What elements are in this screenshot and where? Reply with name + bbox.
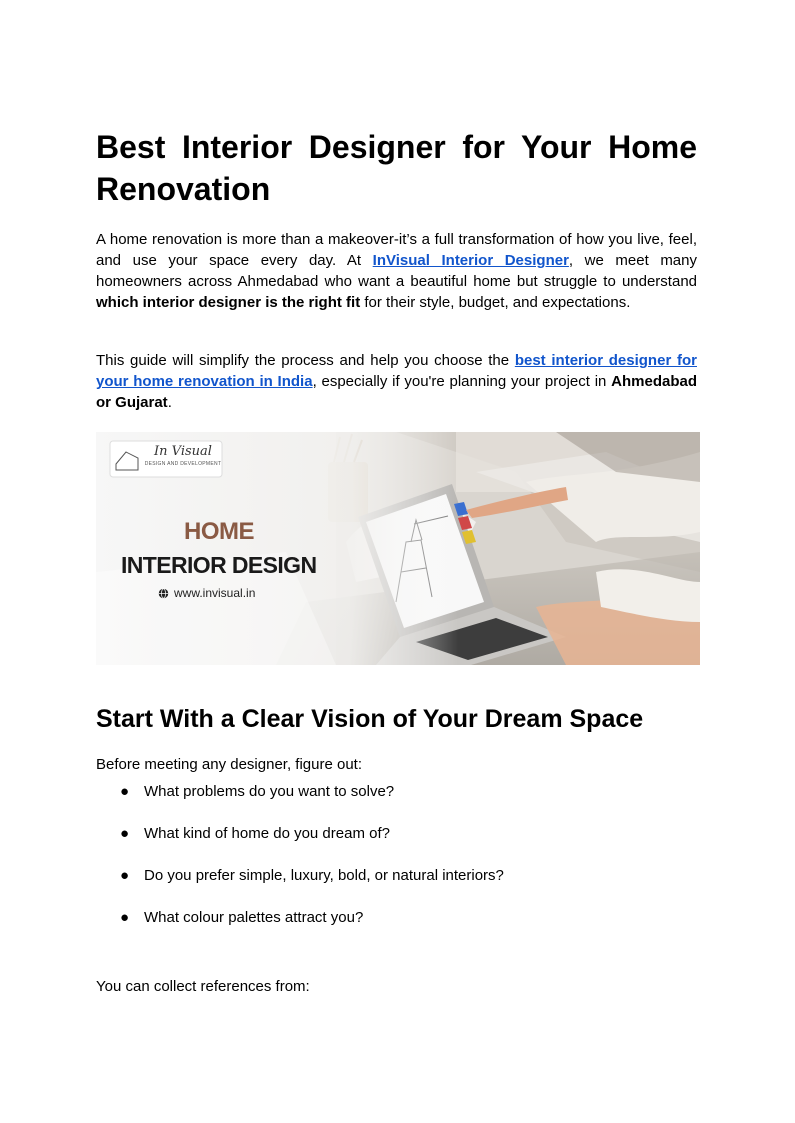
section-lead: Before meeting any designer, figure out: [96,756,363,773]
website-text: www.invisual.in [174,586,256,600]
intro-text-2: , we meet many homeowners across Ahmedabad who want a beautiful home but struggle to understand [96,252,697,290]
best-designer-link[interactable]: best interior designer for your home renovation in India [96,352,697,390]
list-item-text: Do you prefer simple, luxury, bold, or natural interiors? [144,867,504,884]
intro-paragraph [96,229,697,313]
list-item-text: What kind of home do you dream of? [144,825,390,842]
list-item-text: What colour palettes attract you? [144,909,364,926]
page-title: Best Interior Designer for Your Home Renovation [96,129,697,207]
brand-logo [144,444,222,468]
list-item [96,781,697,802]
globe-icon [158,588,169,599]
invisual-link[interactable]: InVisual Interior Designer [372,252,569,269]
hero-banner-image [96,432,700,665]
list-item-text: What problems do you want to solve? [144,783,395,800]
references-lead: You can collect references from: [96,978,310,995]
intro-bold-text: which interior designer is the right fit [96,294,361,311]
guide-paragraph [96,350,697,413]
list-item [96,907,697,928]
list-item [96,865,697,886]
intro-text-1: A home renovation is more than a makeover-it’s a full transformation of how you live, feel, and use your space every day. At [96,231,697,269]
section-heading: Start With a Clear Vision of Your Dream Space [96,705,644,733]
guide-text-1: This guide will simplify the process and help you choose the [96,352,515,369]
banner-heading-home: HOME [184,518,254,545]
logo-subtext: DESIGN AND DEVELOPMENT [144,461,222,467]
guide-text-3: . [167,394,172,411]
bullet-icon: ● [120,825,130,842]
guide-text-2: , especially if you're planning your project in [312,373,612,390]
bullet-icon: ● [120,867,130,884]
banner-heading-interior: INTERIOR DESIGN [121,552,317,578]
list-item [96,823,697,844]
intro-text-3: for their style, budget, and expectations. [360,294,631,311]
banner-website [158,586,255,600]
bullet-icon: ● [120,909,130,926]
bullet-icon: ● [120,783,130,800]
vision-question-list [96,781,697,949]
guide-bold-text: Ahmedabad or Gujarat [96,373,697,411]
logo-text: In Visual [154,444,212,459]
